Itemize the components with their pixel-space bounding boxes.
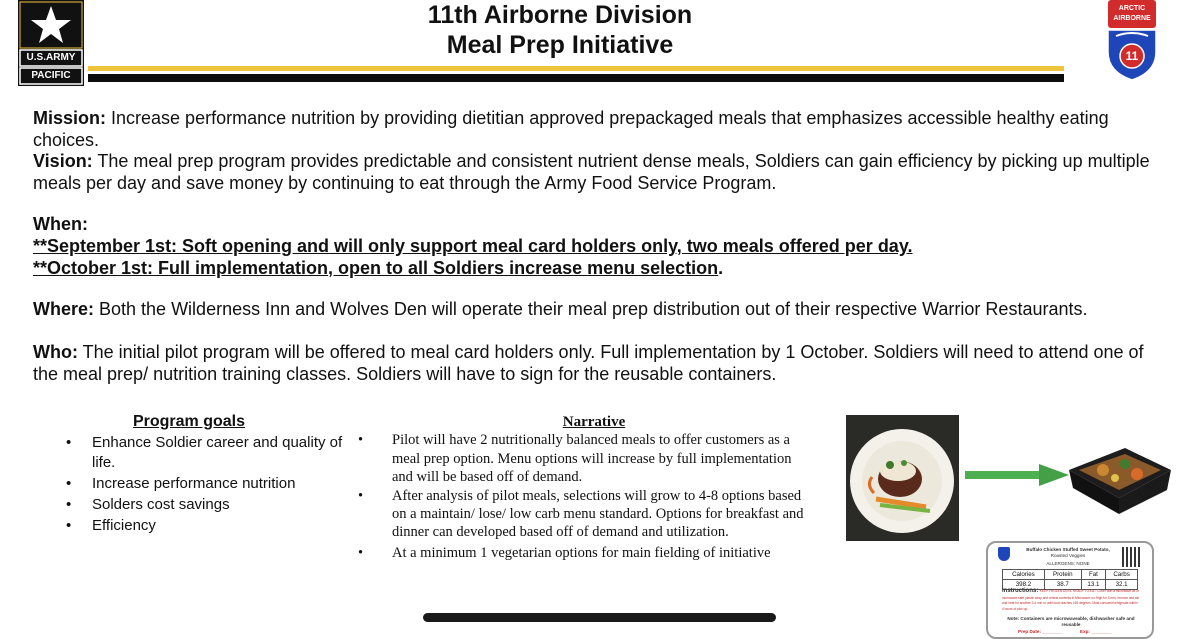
nutrition-header: Calories — [1003, 570, 1045, 580]
nutrition-table — [1002, 569, 1138, 590]
program-goals-heading: Program goals — [132, 413, 246, 430]
page-title — [300, 0, 820, 60]
arrow-right-icon — [965, 464, 1069, 486]
where-paragraph — [33, 298, 1173, 320]
patch-text-arctic: ARCTIC — [1118, 5, 1146, 12]
label-instructions-text: KEEP FROZEN UNTIL READY TO EAT. Cover with a microwave lid or microwave safe plastic wrap and reheat contents in Microwave on High for 3 min, remove and stir and heat for another 3-4 min or until food reaches 165 degrees. Must consume/refrigerate within 4 hours of pick up. — [1002, 589, 1140, 612]
where-text: Both the Wilderness Inn and Wolves Den will operate their meal prep distribution out of their respective Warrior Restaurants. — [94, 299, 1088, 319]
label-side: Roasted Veggies — [1050, 553, 1086, 558]
horizontal-scrollbar[interactable] — [423, 613, 776, 622]
where-label: Where: — [33, 299, 95, 319]
patch-number: 11 — [1125, 49, 1139, 63]
narrative — [356, 413, 812, 562]
vision-label: Vision: — [33, 151, 93, 171]
mission-text: Increase performance nutrition by providing dietitian approved prepackaged meals that emphasizes accessible healthy eating choices. — [33, 108, 1109, 150]
arctic-airborne-patch — [1106, 0, 1158, 82]
label-exp: Exp: ________ — [1080, 629, 1112, 634]
plated-meal-photo — [846, 415, 959, 541]
when-october: **October 1st: Full implementation, open to all Soldiers increase menu selection — [33, 258, 719, 278]
when-october-period: . — [718, 258, 724, 278]
who-text: The initial pilot program will be offered to meal card holders only. Full implementation by 1 October. Soldiers will need to attend one of the meal prep/ nutrition training classes. Soldiers will have to sign for the reusable containers. — [33, 342, 1144, 384]
who-label: Who: — [33, 342, 78, 362]
narrative-heading: Narrative — [562, 414, 626, 430]
program-goals-list — [62, 433, 352, 536]
header-rule-black — [88, 74, 1064, 82]
label-meal-name: Buffalo Chicken Stuffed Sweet Potato, — [1026, 547, 1110, 552]
title-line-initiative: Meal Prep Initiative — [446, 31, 674, 59]
list-item: • Efficiency — [62, 516, 352, 536]
nutrition-value: 32.1 — [1106, 580, 1138, 590]
nutrition-label-card — [986, 541, 1154, 639]
mission-paragraph — [33, 107, 1173, 151]
header-rule-gold — [88, 66, 1064, 71]
nutrition-value: 398.2 — [1003, 580, 1045, 590]
logo-text-us-army: U.S.ARMY — [26, 52, 76, 63]
nutrition-header: Protein — [1044, 570, 1081, 580]
qr-code-icon — [1122, 547, 1142, 567]
label-logo-icon — [998, 547, 1010, 561]
list-item: • Solders cost savings — [62, 495, 352, 515]
narrative-list — [356, 431, 812, 562]
label-allergens: ALLERGENS: NONE — [1046, 561, 1090, 566]
mission-label: Mission: — [33, 108, 107, 128]
vision-paragraph — [33, 150, 1173, 194]
title-line-division: 11th Airborne Division — [427, 1, 693, 29]
nutrition-value: 13.1 — [1081, 580, 1106, 590]
us-army-pacific-logo — [18, 0, 84, 86]
nutrition-value: 38.7 — [1044, 580, 1081, 590]
meal-container-photo — [1063, 440, 1173, 520]
label-note: Note: Containers are microwaveable, dishwasher safe and reusable — [1007, 616, 1135, 627]
program-goals — [62, 412, 352, 537]
list-item: • Increase performance nutrition — [62, 474, 352, 494]
when-label: When: — [33, 214, 88, 234]
when-september: **September 1st: Soft opening and will only support meal card holders only, two meals offered per day. — [33, 236, 913, 256]
nutrition-header: Fat — [1081, 570, 1106, 580]
label-instructions — [1002, 588, 1140, 612]
list-item: • Enhance Soldier career and quality of life. — [62, 433, 352, 473]
vision-text: The meal prep program provides predictable and consistent nutrient dense meals, Soldiers can gain efficiency by picking up multiple meals per day and save money by continuing to eat through the Army Food Service Program. — [33, 151, 1150, 193]
nutrition-header: Carbs — [1106, 570, 1138, 580]
list-item: • Pilot will have 2 nutritionally balanced meals to offer customers as a meal prep option. Menu options will increase by full implementation and will be based off of demand. — [356, 431, 812, 486]
logo-text-pacific: PACIFIC — [31, 70, 71, 81]
list-item: • After analysis of pilot meals, selections will grow to 4-8 options based on a maintain/ lose/ low carb menu standard. Options for breakfast and dinner can developed based off of demand and utilization. — [356, 487, 812, 542]
list-item: • At a minimum 1 vegetarian options for main fielding of initiative — [356, 544, 812, 562]
when-paragraph — [33, 213, 1173, 279]
label-instructions-heading: Instructions: — [1002, 588, 1039, 594]
patch-text-airborne: AIRBORNE — [1113, 15, 1151, 22]
who-paragraph — [33, 341, 1173, 385]
label-prep-date: Prep Date: ________ — [1018, 629, 1063, 634]
